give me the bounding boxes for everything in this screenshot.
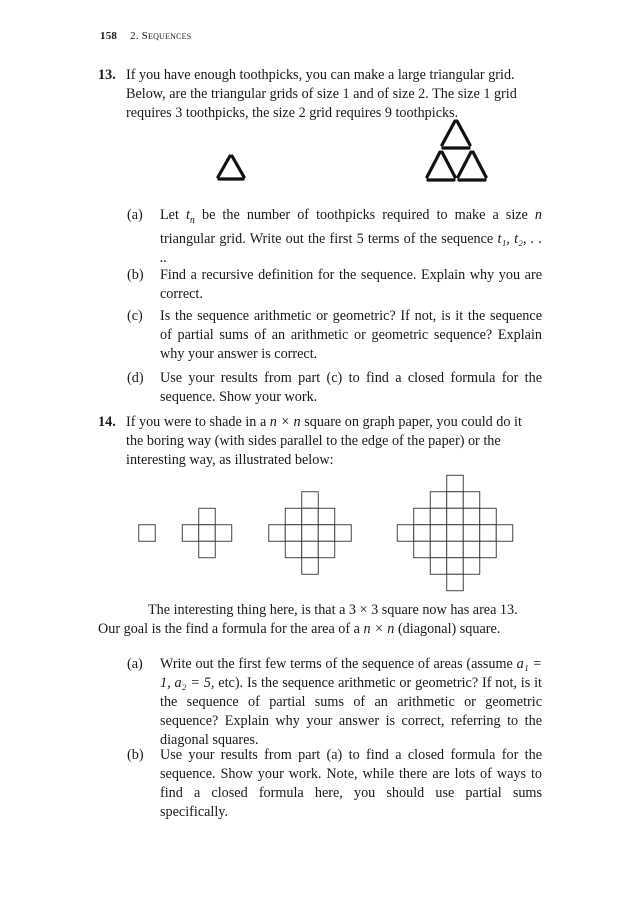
- grid-cell: [302, 492, 319, 509]
- math-n-by-n: n × n: [269, 414, 301, 430]
- part-text: [160, 655, 542, 750]
- grid-cell: [302, 508, 319, 525]
- grid-cell: [318, 525, 335, 542]
- grid-cell: [397, 525, 414, 542]
- part-label: (a): [127, 207, 143, 223]
- grid-cell: [447, 492, 464, 509]
- grid-cell: [199, 541, 216, 558]
- part-text-segment: be the number of toothpicks required to make a size: [194, 207, 535, 223]
- problem-13-text: If you have enough toothpicks, you can make a large triangular grid. Below, are the triangular grids of size 1 and of size 2. The size 1 grid requires 3 toothpicks, the size 2 grid requires 9 toothpicks.: [126, 67, 517, 121]
- grid-cell: [414, 525, 431, 542]
- grid-cell: [463, 492, 480, 509]
- grid-cell: [302, 525, 319, 542]
- grid-cell: [447, 475, 464, 492]
- grid-cell: [496, 525, 513, 542]
- grid-cell: [463, 508, 480, 525]
- text-segment: If you were to shade in a: [126, 414, 270, 430]
- part-text-segment: Let: [160, 207, 186, 223]
- part-label: (a): [127, 656, 143, 672]
- grid-cell: [480, 541, 497, 558]
- grid-cell: [302, 558, 319, 575]
- diagonal-square-size-1: [139, 525, 156, 542]
- grid-cell: [430, 525, 447, 542]
- math-t: t: [185, 207, 190, 223]
- math-sub-n: n: [189, 214, 195, 226]
- part-text-segment: , etc). Is the sequence arithmetic or geometric? If not, is it the sequence of partial sums of an arithmetic or geometric sequence? Explain why your answer is correct, referring to the diagonal squares.: [160, 675, 542, 748]
- problem-13-part-c: [127, 307, 542, 364]
- part-label: (b): [127, 747, 144, 763]
- diagonal-square-size-2: [182, 508, 232, 558]
- grid-cell: [430, 541, 447, 558]
- part-text: Is the sequence arithmetic or geometric? If not, is it the sequence of partial sums of an arithmetic or geometric sequence? Explain why your answer is correct.: [160, 308, 542, 362]
- grid-cell: [215, 525, 232, 542]
- grid-cell: [463, 525, 480, 542]
- grid-cell: [335, 525, 352, 542]
- diagonal-square-size-3: [269, 492, 352, 575]
- grid-cell: [447, 541, 464, 558]
- grid-cell: [447, 558, 464, 575]
- grid-cell: [302, 541, 319, 558]
- problem-14-part-a: [127, 655, 542, 750]
- math-sequence: t₁, t₂, . . ..: [160, 230, 543, 266]
- triangle-grid-size-1: [218, 156, 244, 179]
- part-label: (d): [127, 370, 144, 386]
- part-text: Use your results from part (c) to find a closed formula for the sequence. Show your work.: [160, 370, 542, 405]
- grid-cell: [318, 541, 335, 558]
- grid-cell: [414, 541, 431, 558]
- part-label: (c): [127, 308, 143, 324]
- problem-14-part-b: [127, 746, 542, 822]
- grid-cell: [199, 525, 216, 542]
- grid-cell: [447, 508, 464, 525]
- diagonal-square-size-4: [397, 475, 513, 591]
- grid-cell: [430, 508, 447, 525]
- grid-cell: [447, 574, 464, 591]
- grid-cell: [285, 541, 302, 558]
- problem-13-part-b: [127, 266, 542, 304]
- math-n-by-n: n × n: [363, 621, 395, 637]
- problem-13-number: 13.: [98, 67, 116, 83]
- grid-cell: [430, 558, 447, 575]
- problem-14-number: 14.: [98, 414, 116, 430]
- part-text: [160, 206, 542, 268]
- triangle-grid-size-2: [427, 121, 486, 180]
- grid-cell: [182, 525, 199, 542]
- grid-cell: [285, 525, 302, 542]
- triangle-grids-figure: [0, 0, 630, 200]
- grid-cell: [480, 508, 497, 525]
- problem-14-paragraph-2: [98, 620, 542, 639]
- grid-cell: [285, 508, 302, 525]
- grid-cell: [480, 525, 497, 542]
- part-text: Use your results from part (a) to find a closed formula for the sequence. Show your work. Note, while there are lots of ways to find a closed formula here, you should use partial sums specifically.: [160, 747, 542, 820]
- problem-13-part-d: [127, 369, 542, 407]
- grid-cell: [269, 525, 286, 542]
- grid-cell: [414, 508, 431, 525]
- grid-cell: [463, 541, 480, 558]
- text-segment: (diagonal) square.: [394, 621, 501, 637]
- text-segment: Our goal is the find a formula for the area of a: [98, 621, 364, 637]
- page-number: 158: [100, 30, 118, 42]
- grid-cell: [199, 508, 216, 525]
- grid-cell: [447, 525, 464, 542]
- grid-cell: [139, 525, 156, 542]
- text-segment: square on graph paper, you could do it the boring way (with sides parallel to the edge of the paper) or the interesting way, as illustrated below:: [126, 414, 522, 468]
- part-label: (b): [127, 267, 144, 283]
- math-n: n: [534, 207, 543, 223]
- grid-cell: [463, 558, 480, 575]
- part-text-segment: Write out the first few terms of the sequence of areas (assume: [160, 656, 517, 672]
- grid-cell: [430, 492, 447, 509]
- problem-13-part-a: [127, 206, 542, 268]
- math-initial-terms: a₁ = 1, a₂ = 5: [160, 656, 542, 691]
- section-title: 2. Sequences: [130, 30, 192, 42]
- problem-14-paragraph-1: The interesting thing here, is that a 3 × 3 square now has area 13.: [148, 602, 518, 618]
- part-text: Find a recursive definition for the sequence. Explain why you are correct.: [160, 267, 542, 302]
- part-text-segment: triangular grid. Write out the first 5 terms of the sequence: [160, 230, 498, 247]
- grid-cell: [318, 508, 335, 525]
